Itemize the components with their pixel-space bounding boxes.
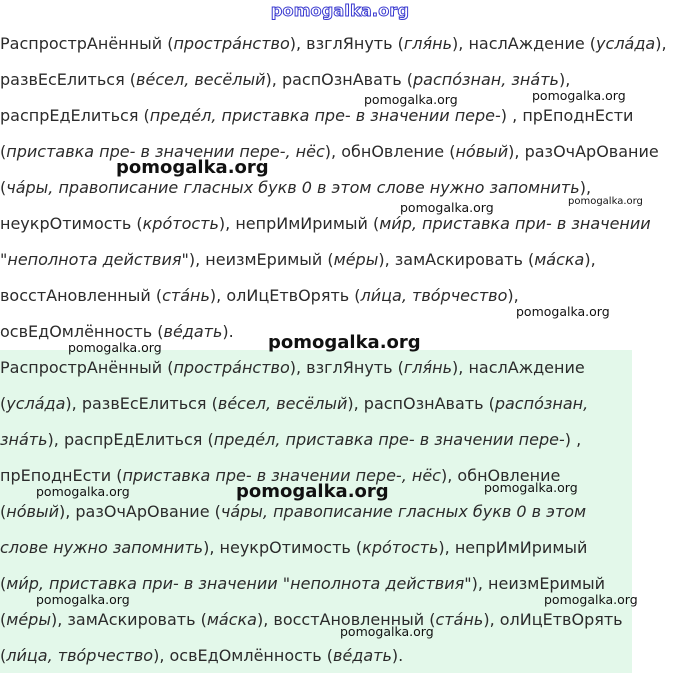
separator: , [209,538,220,557]
vocab-word: непрИмИримый [454,538,588,557]
separator: , [159,646,170,665]
vocab-hint: ма́ска [534,250,585,269]
vocab-hint: кро́тость [142,214,219,233]
vocab-hint: ста́нь [162,286,210,305]
watermark: pomogalka.org [68,340,162,355]
vocab-word: неукрОтимость [219,538,351,557]
separator: . [398,646,404,665]
watermark: pomogalka.org [116,157,269,178]
vocab-word: освЕдОмлённость [169,646,322,665]
separator: , [507,106,523,125]
separator: , [57,610,68,629]
vocab-word: распрЕдЕлиться [0,106,139,125]
separator: , [296,358,307,377]
separator: , [384,250,395,269]
separator: , [477,574,489,593]
separator: , [71,394,82,413]
vocab-hint: преде́л, приставка пре- в значении пере- [149,106,501,125]
watermark: pomogalka.org [568,196,643,207]
vocab-word: замАскировать [394,250,523,269]
watermark: pomogalka.org [36,592,130,607]
separator: , [661,34,667,53]
vocab-hint: ми́р, приставка при- в значении "неполнота действия" [0,214,651,269]
vocab-word: разОчАрОвание [75,502,210,521]
vocab-hint: усла́да [6,394,66,413]
watermark: pomogalka.org [36,484,130,499]
vocab-hint: ве́дать [163,322,223,341]
vocab-word: наслАждение [468,34,585,53]
separator: , [513,286,519,305]
separator: , [585,178,592,197]
separator: , [447,466,458,485]
vocab-word: распОзнАвать [363,394,484,413]
separator: , [489,610,500,629]
vocab-word: распОзнАвать [281,70,402,89]
separator: , [271,70,282,89]
separator: . [228,322,234,341]
separator: , [514,142,525,161]
watermark: pomogalka.org [400,200,494,215]
vocab-hint: ме́ры [333,250,379,269]
answer-text: РаспрострАнённый (простра́нство), взглЯнуть (гля́нь), наслАждение (усла́да), развЕсЕлиться (ве́сел, весёлый), распОзнАвать (распо́знан, зна́ть), распрЕдЕлиться (преде́л, приставка пре- в значении пере-) , прЕподнЕсти (приставка пре- в значении пере-, нёс), обнОвление (но́вый), разОчАрОвание (ча́ры, правописание гласных букв 0 в этом слове нужно запомнить), неукрОтимость (кро́тость), непрИмИримый (ми́р, приставка при- в значении "неполнота действия"), неизмЕримый (ме́ры), замАскировать (ма́ска), восстАновленный (ста́нь), олИцЕтвОрять (ли́ца, тво́рчество), освЕдОмлённость (ве́дать). [0,358,623,665]
vocab-hint: ли́ца, тво́рчество [6,646,154,665]
vocab-hint: ста́нь [435,610,484,629]
vocab-word: РаспрострАнённый [0,358,163,377]
watermark: pomogalka.org [236,481,389,502]
vocab-hint: простра́нство [173,358,290,377]
separator: , [296,34,307,53]
separator: , [590,250,596,269]
watermark: pomogalka.org [544,592,638,607]
watermark: pomogalka.org [484,480,578,495]
vocab-word: неизмЕримый [205,250,323,269]
vocab-word: прЕподнЕсти [522,106,634,125]
watermark: pomogalka.org [340,624,434,639]
vocab-word: взглЯнуть [306,358,393,377]
separator: , [195,250,206,269]
separator: , [458,358,469,377]
separator: , [216,286,227,305]
exercise-text: РаспрострАнённый (простра́нство), взглЯнуть (гля́нь), наслАждение (усла́да), развЕсЕлиться (ве́сел, весёлый), распОзнАвать (распо́знан, зна́ть), распрЕдЕлиться (преде́л, приставка пре- в значении пере-) , прЕподнЕсти (приставка пре- в значении пере-, нёс), обнОвление (но́вый), разОчАрОвание (ча́ры, правописание гласных букв 0 в этом слове нужно запомнить), неукрОтимость (кро́тость), непрИмИримый (ми́р, приставка при- в значении "неполнота действия"), неизмЕримый (ме́ры), замАскировать (ма́ска), восстАновленный (ста́нь), олИцЕтвОрять (ли́ца, тво́рчество), освЕдОмлённость (ве́дать). [0,34,667,341]
vocab-word: распрЕдЕлиться [63,430,203,449]
vocab-hint: преде́л, приставка пре- в значении пере- [213,430,565,449]
separator: , [444,538,455,557]
vocab-hint: ве́сел, весёлый [136,70,266,89]
vocab-hint: ми́р, приставка при- в значении "неполнота действия" [6,574,472,593]
vocab-word: обнОвление [457,466,561,485]
vocab-word: олИцЕтвОрять [226,286,350,305]
vocab-word: РаспрострАнённый [0,34,163,53]
vocab-word: взглЯнуть [306,34,393,53]
watermark: pomogalka.org [516,304,610,319]
separator: , [225,214,236,233]
vocab-hint: ма́ска [206,610,257,629]
watermark: pomogalka.org [532,88,626,103]
vocab-hint: усла́да [596,34,656,53]
vocab-hint: ве́дать [333,646,392,665]
vocab-hint: ме́ры [6,610,51,629]
separator: , [565,70,571,89]
vocab-word: разОчАрОвание [524,142,659,161]
vocab-word: неизмЕримый [488,574,606,593]
vocab-hint: распо́знан, зна́ть [413,70,559,89]
vocab-hint: простра́нство [173,34,290,53]
vocab-word: неукрОтимость [0,214,132,233]
vocab-hint: ча́ры, правописание гласных букв 0 в этом слове нужно запомнить [6,178,580,197]
vocab-hint: гля́нь [403,34,453,53]
vocab-word: восстАновленный [0,286,151,305]
separator: , [353,394,364,413]
separator: , [263,610,274,629]
vocab-hint: кро́тость [362,538,439,557]
separator: , [571,430,582,449]
vocab-hint: приставка пре- в значении пере-, нёс [6,142,325,161]
vocab-word: прЕподнЕсти [0,466,112,485]
vocab-word: олИцЕтвОрять [499,610,623,629]
watermark: pomogalka.org [364,92,458,107]
vocab-hint: ве́сел, весёлый [217,394,348,413]
vocab-hint: распо́знан, зна́ть [0,394,589,449]
vocab-hint: но́вый [6,502,59,521]
vocab-hint: но́вый [455,142,509,161]
vocab-word: обнОвление [341,142,445,161]
vocab-word: непрИмИримый [235,214,368,233]
vocab-word: освЕдОмлённость [0,322,153,341]
separator: , [458,34,469,53]
vocab-word: восстАновленный [273,610,425,629]
vocab-word: наслАждение [468,358,585,377]
vocab-word: развЕсЕлиться [0,70,125,89]
vocab-hint: гля́нь [403,358,453,377]
vocab-hint: ча́ры, правописание гласных букв 0 в этом слове нужно запомнить [0,502,587,557]
vocab-hint: ли́ца, тво́рчество [360,286,508,305]
separator: , [53,430,64,449]
vocab-hint: приставка пре- в значении пере-, нёс [122,466,441,485]
separator: , [65,502,76,521]
watermark: pomogalka.org [268,332,421,353]
vocab-word: замАскировать [67,610,196,629]
separator: , [331,142,342,161]
vocab-word: развЕсЕлиться [81,394,207,413]
site-watermark-header: pomogalka.org [270,1,410,20]
